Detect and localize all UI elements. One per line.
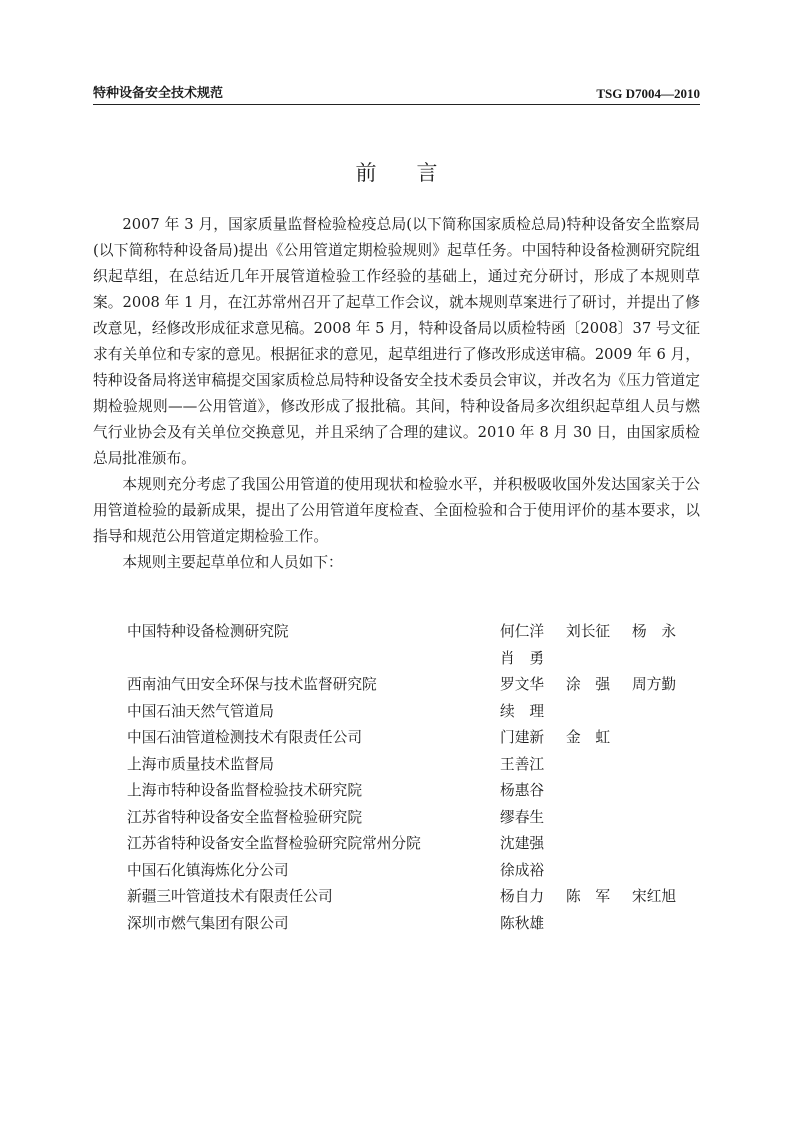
- drafter-organization: 上海市质量技术监督局: [127, 755, 274, 773]
- drafter-people: [500, 672, 700, 699]
- paragraph-drafters-intro: 本规则主要起草单位和人员如下：: [122, 554, 343, 571]
- drafter-person-name: 肖 勇: [500, 649, 545, 667]
- header-divider: [93, 104, 700, 105]
- drafter-row: [127, 805, 700, 832]
- drafter-organization: 上海市特种设备监督检验技术研究院: [127, 782, 363, 799]
- drafter-person-name: 沈建强: [500, 835, 545, 852]
- preface-body: [93, 212, 700, 576]
- drafter-row: [127, 858, 700, 885]
- running-header: [93, 86, 700, 106]
- drafter-organization: 中国石化镇海炼化分公司: [127, 861, 289, 879]
- drafter-organization: 中国石油天然气管道局: [127, 702, 274, 720]
- page-title-char: 言: [416, 161, 438, 185]
- drafter-row: [127, 884, 700, 911]
- drafter-list: [127, 619, 700, 937]
- drafter-people: [500, 884, 700, 911]
- drafter-row: [127, 725, 700, 752]
- drafter-person-name: 周方勤: [632, 676, 677, 693]
- drafter-person-name: 续 理: [500, 702, 545, 720]
- drafter-people: [500, 911, 700, 938]
- drafter-person-name: 门建新: [500, 729, 545, 746]
- header-series-title: 特种设备安全技术规范: [93, 86, 224, 101]
- drafter-people: [500, 619, 700, 672]
- drafter-row: [127, 699, 700, 726]
- drafter-organization: 中国特种设备检测研究院: [127, 623, 289, 640]
- paragraph-scope: 本规则充分考虑了我国公用管道的使用现状和检验水平，并积极吸收国外发达国家关于公用管道检验的最新成果，提出了公用管道年度检查、全面检验和合于使用评价的基本要求，以指导和规范公用管道定期检验工作。: [93, 476, 700, 545]
- header-standard-code: TSG D7004—2010: [596, 86, 700, 101]
- drafter-person-name: 刘长征: [566, 623, 611, 640]
- drafter-person-name: 缪春生: [500, 808, 545, 826]
- drafter-person-name: 王善江: [500, 755, 545, 773]
- drafter-row: [127, 752, 700, 779]
- drafter-row: [127, 672, 700, 699]
- drafter-person-name: 宋红旭: [632, 888, 677, 905]
- drafter-person-name: 陈秋雄: [500, 914, 545, 932]
- drafter-organization: 新疆三叶管道技术有限责任公司: [127, 888, 333, 905]
- drafter-organization: 江苏省特种设备安全监督检验研究院: [127, 808, 363, 826]
- drafter-person-name: 杨惠谷: [500, 782, 545, 799]
- drafter-people: [500, 725, 700, 752]
- drafter-organization: 江苏省特种设备安全监督检验研究院常州分院: [127, 835, 421, 852]
- drafter-person-name: 何仁洋: [500, 623, 545, 640]
- drafter-person-name: 徐成裕: [500, 861, 545, 879]
- drafter-row: [127, 619, 700, 672]
- drafter-person-name: 杨 永: [632, 623, 677, 640]
- drafter-row: [127, 778, 700, 805]
- drafter-person-name: 金 虹: [566, 729, 611, 746]
- drafter-people: [500, 805, 700, 832]
- drafter-person-name: 陈 军: [566, 888, 611, 905]
- drafter-organization: 深圳市燃气集团有限公司: [127, 914, 289, 932]
- drafter-row: [127, 911, 700, 938]
- drafter-organization: 中国石油管道检测技术有限责任公司: [127, 729, 363, 746]
- drafter-people: [500, 778, 700, 805]
- drafter-people: [500, 858, 700, 885]
- drafter-person-name: 罗文华: [500, 676, 545, 693]
- drafter-people: [500, 699, 700, 726]
- page-title-char: 前: [355, 161, 377, 185]
- drafter-people: [500, 752, 700, 779]
- drafter-organization: 西南油气田安全环保与技术监督研究院: [127, 676, 377, 693]
- drafter-row: [127, 831, 700, 858]
- drafter-people: [500, 831, 700, 858]
- drafter-person-name: 杨自力: [500, 888, 545, 905]
- page-title: [0, 160, 793, 186]
- paragraph-history: 2007 年 3 月，国家质量监督检验检疫总局(以下简称国家质检总局)特种设备安全监察局(以下简称特种设备局)提出《公用管道定期检验规则》起草任务。中国特种设备检测研究院组织起草组，在总结近几年开展管道检验工作经验的基础上，通过充分研讨，形成了本规则草案。2008 年 1 月，在江苏常州召开了起草工作会议，就本规则草案进行了研讨，并提出了修改意见，经修改形成征求意见稿。2008 年 5 月，特种设备局以质检特函〔2008〕37 号文征求有关单位和专家的意见。根据征求的意见，起草组进行了修改形成送审稿。2009 年 6 月，特种设备局将送审稿提交国家质检总局特种设备安全技术委员会审议，并改名为《压力管道定期检验规则——公用管道》，修改形成了报批稿。其间，特种设备局多次组织起草组人员与燃气行业协会及有关单位交换意见，并且采纳了合理的建议。2010 年 8 月 30 日，由国家质检总局批准颁布。: [93, 216, 700, 467]
- drafter-person-name: 涂 强: [566, 676, 611, 693]
